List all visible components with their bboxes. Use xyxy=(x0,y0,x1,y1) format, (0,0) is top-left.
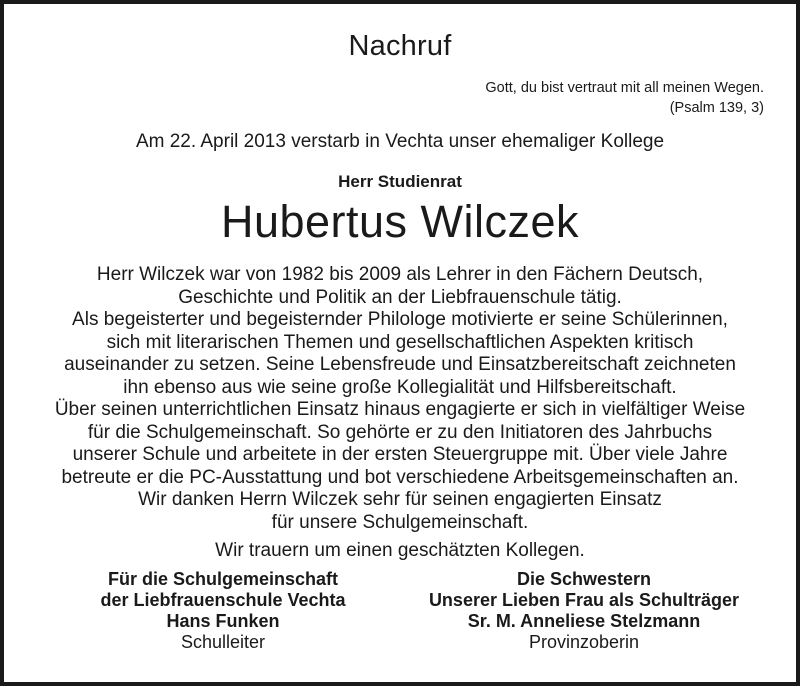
text-line: Über seinen unterrichtlichen Einsatz hinaus engagierte er sich in vielfältiger Weise xyxy=(54,399,746,420)
text-line: ihn ebenso aus wie seine große Kollegialität und Hilfsbereitschaft. xyxy=(123,376,677,398)
text-line: Wir danken Herrn Wilczek sehr für seinen engagierten Einsatz xyxy=(138,489,662,510)
text-line: sich mit literarischen Themen und gesellschaftlichen Aspekten kritisch xyxy=(106,331,694,353)
paragraph xyxy=(0,489,800,534)
psalm-quote xyxy=(485,78,764,118)
signature-org-line: Unserer Lieben Frau als Schulträger xyxy=(428,590,740,610)
intro-line: Am 22. April 2013 verstarb in Vechta unser ehemaliger Kollege xyxy=(135,131,665,152)
signature-org-line: Für die Schulgemeinschaft xyxy=(107,569,339,589)
signature-org-line: der Liebfrauenschule Vechta xyxy=(100,590,346,610)
heading: Nachruf xyxy=(348,30,452,62)
text-line: auseinander zu setzen. Seine Lebensfreude und Einsatzbereitschaft zeichneten xyxy=(64,354,736,375)
paragraph xyxy=(0,264,800,309)
quote-source: (Psalm 139, 3) xyxy=(669,100,764,116)
text-line: für unsere Schulgemeinschaft. xyxy=(271,511,529,533)
paragraph xyxy=(0,309,800,399)
obituary-body xyxy=(0,264,800,563)
text-line: für die Schulgemeinschaft. So gehörte er zu den Initiatoren des Jahrbuchs xyxy=(87,421,713,443)
text-line: unserer Schule und arbeitete in der ersten Steuergruppe mit. Über viele Jahre xyxy=(72,444,728,465)
signature-role: Provinzoberin xyxy=(528,632,640,652)
signature-org-line: Die Schwestern xyxy=(516,569,652,589)
deceased-title: Herr Studienrat xyxy=(338,172,462,191)
signature-left xyxy=(78,569,368,653)
deceased-name: Hubertus Wilczek xyxy=(220,196,580,247)
signature-person: Hans Funken xyxy=(166,611,280,631)
paragraph xyxy=(0,399,800,489)
signature-right xyxy=(384,569,784,653)
paragraph xyxy=(0,540,800,563)
quote-text: Gott, du bist vertraut mit all meinen Wegen. xyxy=(485,80,764,96)
text-line: Als begeisterter und begeisternder Philologe motivierte er seine Schülerinnen, xyxy=(72,309,728,330)
signature-role: Schulleiter xyxy=(180,632,266,652)
text-line: Geschichte und Politik an der Liebfrauenschule tätig. xyxy=(178,286,622,308)
text-line: betreute er die PC-Ausstattung und bot verschiedene Arbeitsgemeinschaften an. xyxy=(61,466,739,488)
signature-person: Sr. M. Anneliese Stelzmann xyxy=(467,611,701,631)
text-line: Herr Wilczek war von 1982 bis 2009 als Lehrer in den Fächern Deutsch, xyxy=(96,264,704,285)
text-line: Wir trauern um einen geschätzten Kollegen. xyxy=(215,540,585,561)
